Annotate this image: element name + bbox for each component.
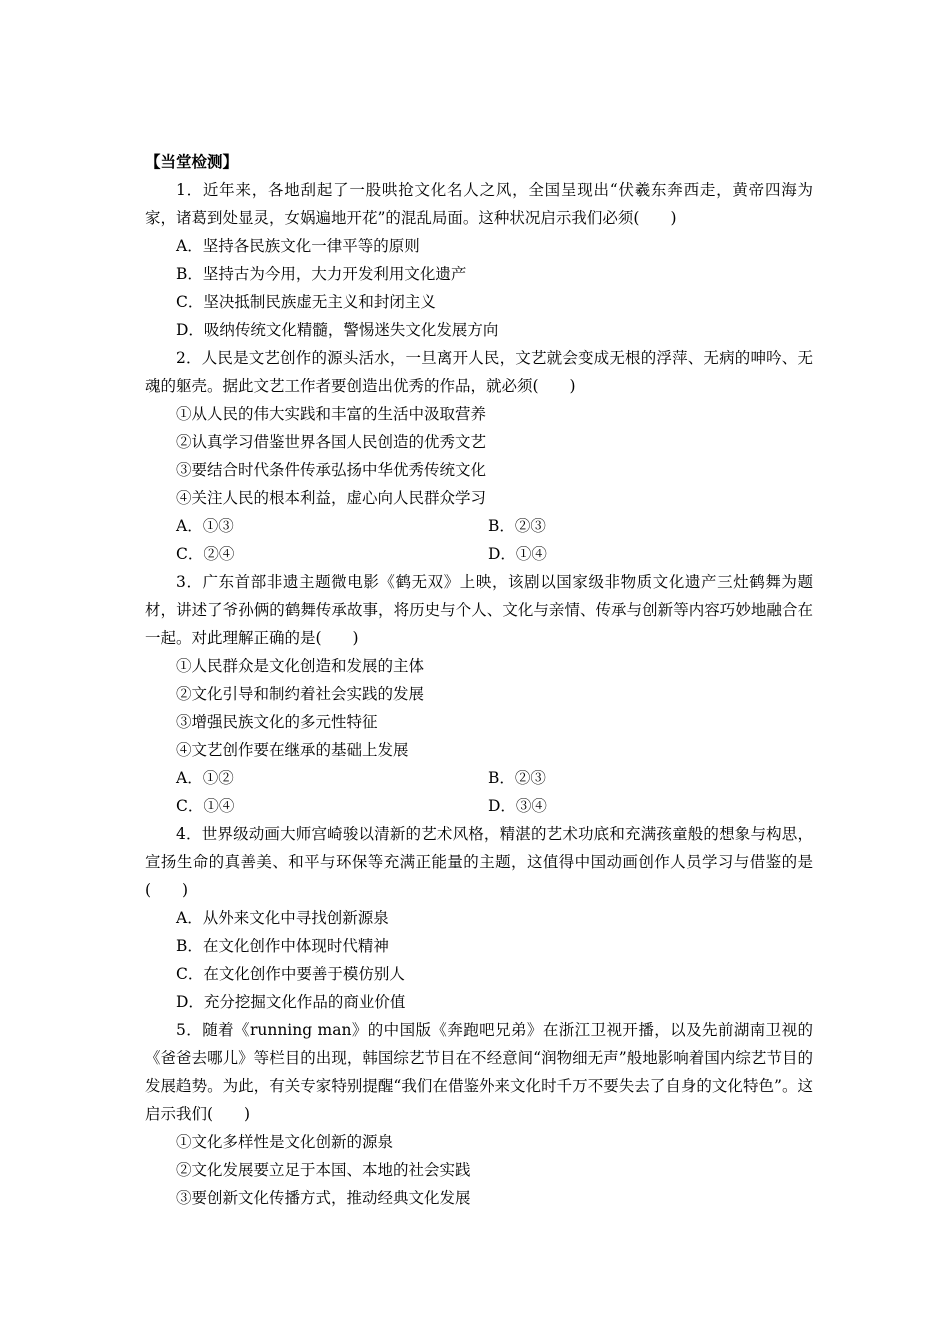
question-2-statement-2: ②认真学习借鉴世界各国人民创造的优秀文艺 <box>176 433 487 451</box>
question-4-option-b: B．在文化创作中体现时代精神 <box>176 937 389 955</box>
question-3-choice-d: D．③④ <box>488 797 547 815</box>
question-2-statement-3: ③要结合时代条件传承弘扬中华优秀传统文化 <box>176 461 487 479</box>
question-5-statement-1: ①文化多样性是文化创新的源泉 <box>176 1133 394 1151</box>
question-3-choice-b: B．②③ <box>488 769 546 787</box>
question-3-choice-a: A．①② <box>176 769 234 787</box>
question-4-option-a: A．从外来文化中寻找创新源泉 <box>176 909 389 927</box>
question-4-option-c: C．在文化创作中要善于模仿别人 <box>176 965 405 983</box>
question-2-choice-a: A．①③ <box>176 517 234 535</box>
question-2-stem: 2．人民是文艺创作的源头活水，一旦离开人民，文艺就会变成无根的浮萍、无病的呻吟、无魂的躯壳。据此文艺工作者要创造出优秀的作品，就必须( ) <box>145 349 813 395</box>
question-2-choice-b: B．②③ <box>488 517 546 535</box>
question-1-option-b: B．坚持古为今用，大力开发利用文化遗产 <box>176 265 467 283</box>
question-2-choices-row-1 <box>145 512 813 540</box>
question-3-choices-row-2 <box>145 792 813 820</box>
question-2-statement-1: ①从人民的伟大实践和丰富的生活中汲取营养 <box>176 405 487 423</box>
question-4-option-d: D．充分挖掘文化作品的商业价值 <box>176 993 406 1011</box>
question-2-choice-c: C．②④ <box>176 545 235 563</box>
question-3-statement-4: ④文艺创作要在继承的基础上发展 <box>176 741 409 759</box>
question-2-choice-d: D．①④ <box>488 545 547 563</box>
question-4-stem: 4．世界级动画大师宫崎骏以清新的艺术风格，精湛的艺术功底和充满孩童般的想象与构思，宣扬生命的真善美、和平与环保等充满正能量的主题，这值得中国动画创作人员学习与借鉴的是( ) <box>145 825 813 899</box>
question-3-statement-2: ②文化引导和制约着社会实践的发展 <box>176 685 425 703</box>
question-2-choices-row-2 <box>145 540 813 568</box>
question-1-option-d: D．吸纳传统文化精髓，警惕迷失文化发展方向 <box>176 321 499 339</box>
question-2-statement-4: ④关注人民的根本利益，虚心向人民群众学习 <box>176 489 487 507</box>
question-1-stem: 1．近年来，各地刮起了一股哄抢文化名人之风，全国呈现出“伏羲东奔西走，黄帝四海为家，诸葛到处显灵，女娲遍地开花”的混乱局面。这种状况启示我们必须( ) <box>145 181 813 227</box>
question-3-stem: 3．广东首部非遗主题微电影《鹤无双》上映，该剧以国家级非物质文化遗产三灶鹤舞为题材，讲述了爷孙俩的鹤舞传承故事，将历史与个人、文化与亲情、传承与创新等内容巧妙地融合在一起。对此理解正确的是( ) <box>145 573 813 647</box>
question-3-choices-row-1 <box>145 764 813 792</box>
question-5-statement-3: ③要创新文化传播方式，推动经典文化发展 <box>176 1189 471 1207</box>
section-title: 【当堂检测】 <box>145 153 239 171</box>
question-5-stem: 5．随着《running man》的中国版《奔跑吧兄弟》在浙江卫视开播，以及先前湖南卫视的《爸爸去哪儿》等栏目的出现，韩国综艺节目在不经意间“润物细无声”般地影响着国内综艺节目的发展趋势。为此，有关专家特别提醒“我们在借鉴外来文化时千万不要失去了自身的文化特色”。这启示我们( ) <box>145 1021 813 1123</box>
question-3-statement-1: ①人民群众是文化创造和发展的主体 <box>176 657 425 675</box>
question-1-option-c: C．坚决抵制民族虚无主义和封闭主义 <box>176 293 436 311</box>
question-1-option-a: A．坚持各民族文化一律平等的原则 <box>176 237 420 255</box>
question-3-statement-3: ③增强民族文化的多元性特征 <box>176 713 378 731</box>
question-5-statement-2: ②文化发展要立足于本国、本地的社会实践 <box>176 1161 471 1179</box>
question-3-choice-c: C．①④ <box>176 797 235 815</box>
worksheet-page <box>145 148 813 1212</box>
